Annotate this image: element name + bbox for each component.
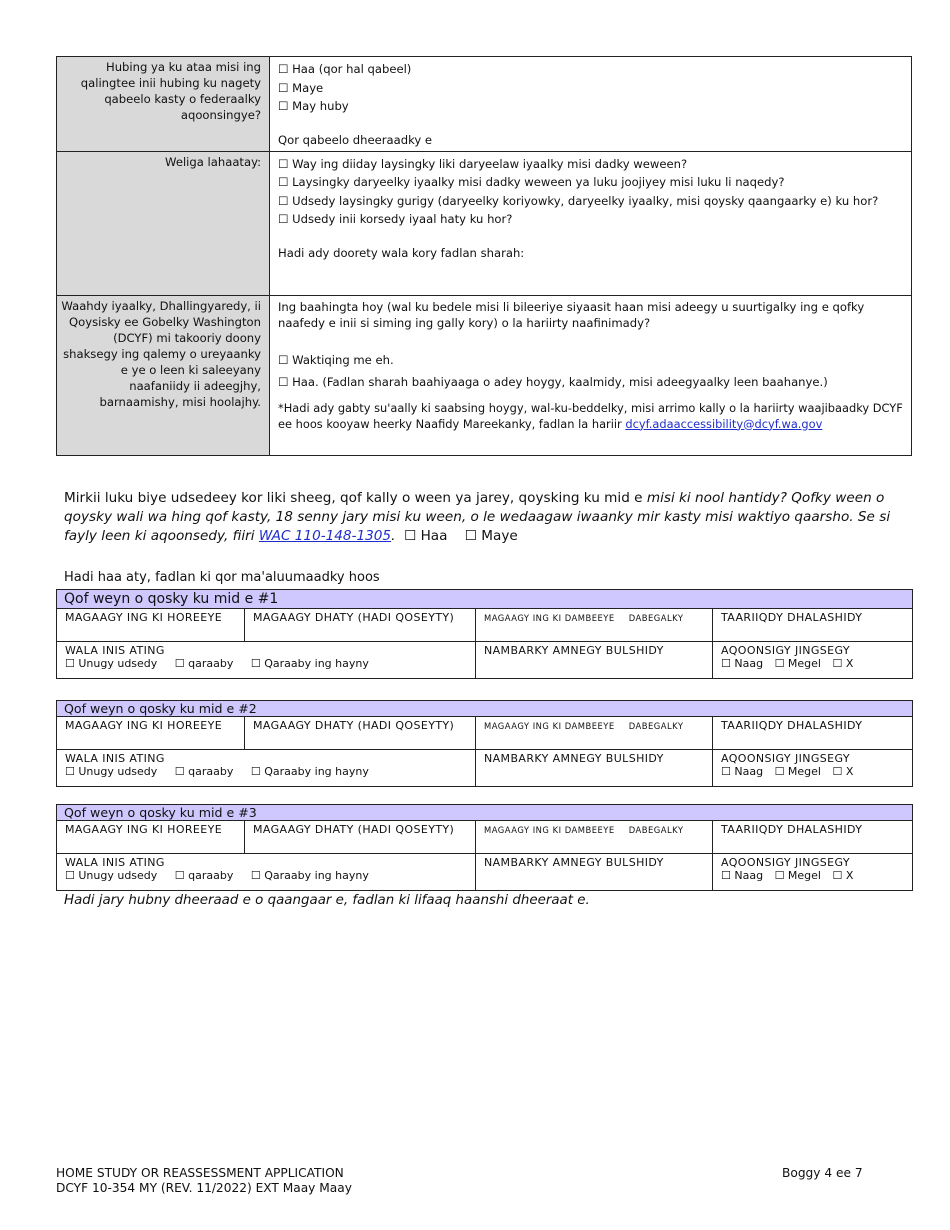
gender-option-female[interactable]: ☐ Naag xyxy=(721,869,764,882)
person-table-3 xyxy=(56,804,913,891)
closing-instruction: Hadi jary hubny dheeraad e o qaangaar e, fadlan ki lifaaq haanshi dheeraat e. xyxy=(64,893,590,908)
form-footer xyxy=(56,1166,352,1196)
q3-question: Ing baahingta hoy (wal ku bedele misi li bileeriye siyaasit haan misi adeegy u suurtigalky ing e qofky naafedy e inii si siming ing gally kory) o la hariirty naafinimady? xyxy=(278,299,865,330)
middle-name-field[interactable]: MAGAAGY DHATY (HADI QOSEYTY) xyxy=(245,717,476,750)
household-question: Mirkii luku biye udsedeey kor liki sheeg, qof kally o ween ya jarey, qoysking ku mid e misi ki nool hantidy? Qofky ween o qoysky wali wa hing qof kasty, 18 senny jary misi ku ween, o le wedaagaw iwaanky mir kasty misi waktiyo qaarsho. Se si fayly leen ki aqoonsedy, fiiri WAC 110-148-1305. ☐ Haa ☐ Maye xyxy=(64,490,891,545)
ssn-field[interactable]: NAMBARKY AMNEGY BULSHIDY xyxy=(476,642,713,679)
person-header: Qof weyn o qosky ku mid e #2 xyxy=(57,701,913,717)
marital-status-field: WALA INIS ATING ☐ Unugy udsedy ☐ qaraaby ☐ Qaraaby ing hayny xyxy=(57,854,476,891)
marital-option-partner[interactable]: ☐ Qaraaby ing hayny xyxy=(250,657,369,670)
marital-option-partner[interactable]: ☐ Qaraaby ing hayny xyxy=(250,869,369,882)
q3-option-no[interactable]: ☐ Waktiqing me eh. xyxy=(278,352,394,367)
checkbox-icon: ☐ xyxy=(278,375,289,389)
marital-option-married[interactable]: ☐ qaraaby xyxy=(174,657,234,670)
q3-option-yes[interactable]: ☐ Haa. (Fadlan sharah baahiyaaga o adey hoygy, kaalmidy, misi adeegyaalky leen baahanye.) xyxy=(278,375,828,389)
middle-name-field[interactable]: MAGAAGY DHATY (HADI QOSEYTY) xyxy=(245,821,476,854)
gender-option-x[interactable]: ☐ X xyxy=(832,657,854,670)
gender-option-male[interactable]: ☐ Megel xyxy=(774,657,821,670)
form-number: DCYF 10-354 MY (REV. 11/2022) EXT Maay Maay xyxy=(56,1181,352,1195)
checkbox-icon: ☐ xyxy=(278,80,289,95)
q3-answer xyxy=(270,295,912,455)
person-table-2 xyxy=(56,700,913,787)
person-header: Qof weyn o qosky ku mid e #1 xyxy=(57,590,913,609)
q3-note: *Hadi ady gabty su'aally ki saabsing hoygy, wal-ku-beddelky, misi arrimo kally o la hariirty waajibaadky DCYF ee hoos kooyaw heerky Naafidy Mareekanky, fadlan la hariir dcyf.adaaccessibility@dcyf.wa.gov xyxy=(278,400,903,431)
first-name-field[interactable]: MAGAAGY ING KI HOREEYE xyxy=(57,609,245,642)
checkbox-icon: ☐ xyxy=(278,156,289,171)
q2-option-4[interactable]: ☐ Udsedy inii korsedy iyaal haty ku hor? xyxy=(278,212,513,226)
q3-label: Waahdy iyaalky, Dhallingyaredy, ii Qoysisky ee Gobelky Washington (DCYF) mi takooriy doony shaksegy ing qalemy o ureyaanky e ye o leen ki saleeyany naafaniidy ii adeegjhy, barnaamishy, misi hoolajhy. xyxy=(57,295,270,455)
page-number: Boggy 4 ee 7 xyxy=(782,1166,863,1180)
marital-option-single[interactable]: ☐ Unugy udsedy xyxy=(65,869,158,882)
q1-option-no[interactable]: ☐ Maye xyxy=(278,80,324,95)
gender-option-female[interactable]: ☐ Naag xyxy=(721,657,764,670)
checkbox-icon: ☐ xyxy=(278,352,289,367)
gender-option-male[interactable]: ☐ Megel xyxy=(774,765,821,778)
person-header: Qof weyn o qosky ku mid e #3 xyxy=(57,805,913,821)
middle-name-field[interactable]: MAGAAGY DHATY (HADI QOSEYTY) xyxy=(245,609,476,642)
wac-link[interactable]: WAC 110-148-1305 xyxy=(258,528,392,545)
gender-option-x[interactable]: ☐ X xyxy=(832,765,854,778)
checkbox-icon: ☐ xyxy=(404,528,417,545)
dob-field[interactable]: TAARIIQDY DHALASHIDY xyxy=(713,821,913,854)
last-name-field[interactable]: MAGAAGY ING KI DAMBEEYE DABEGALKY xyxy=(476,609,713,642)
q2-note: Hadi ady doorety wala kory fadlan sharah: xyxy=(278,245,525,260)
gender-option-x[interactable]: ☐ X xyxy=(832,869,854,882)
first-name-field[interactable]: MAGAAGY ING KI HOREEYE xyxy=(57,717,245,750)
marital-option-married[interactable]: ☐ qaraaby xyxy=(174,869,234,882)
q1-note: Qor qabeelo dheeraadky e xyxy=(278,132,433,147)
q1-answer xyxy=(270,57,912,152)
dob-field[interactable]: TAARIIQDY DHALASHIDY xyxy=(713,717,913,750)
marital-option-single[interactable]: ☐ Unugy udsedy xyxy=(65,657,158,670)
person-table-1 xyxy=(56,589,913,679)
ada-email-link[interactable]: dcyf.adaaccessibility@dcyf.wa.gov xyxy=(625,416,823,431)
checkbox-icon: ☐ xyxy=(464,528,477,545)
marital-option-married[interactable]: ☐ qaraaby xyxy=(174,765,234,778)
gender-option-male[interactable]: ☐ Megel xyxy=(774,869,821,882)
last-name-field[interactable]: MAGAAGY ING KI DAMBEEYE DABEGALKY xyxy=(476,717,713,750)
questions-table xyxy=(56,56,912,456)
household-no[interactable]: ☐ Maye xyxy=(464,528,518,545)
last-name-field[interactable]: MAGAAGY ING KI DAMBEEYE DABEGALKY xyxy=(476,821,713,854)
first-name-field[interactable]: MAGAAGY ING KI HOREEYE xyxy=(57,821,245,854)
marital-status-field: WALA INIS ATING ☐ Unugy udsedy ☐ qaraaby ☐ Qaraaby ing hayny xyxy=(57,642,476,679)
ssn-field[interactable]: NAMBARKY AMNEGY BULSHIDY xyxy=(476,750,713,787)
checkbox-icon: ☐ xyxy=(278,62,289,76)
q2-label: Weliga lahaatay: xyxy=(57,151,270,295)
q1-option-unsure[interactable]: ☐ May huby xyxy=(278,99,349,113)
gender-field: AQOONSIGY JINGSEGY ☐ Naag ☐ Megel ☐ X xyxy=(713,854,913,891)
checkbox-icon: ☐ xyxy=(278,175,289,189)
q2-option-2[interactable]: ☐ Laysingky daryeelky iyaalky misi dadky weween ya luku joojiyey misi luku li naqedy? xyxy=(278,175,785,189)
household-yes[interactable]: ☐ Haa xyxy=(404,528,448,545)
gender-option-female[interactable]: ☐ Naag xyxy=(721,765,764,778)
q1-option-yes[interactable]: ☐ Haa (qor hal qabeel) xyxy=(278,62,412,76)
q2-answer xyxy=(270,151,912,295)
gender-field: AQOONSIGY JINGSEGY ☐ Naag ☐ Megel ☐ X xyxy=(713,750,913,787)
marital-option-single[interactable]: ☐ Unugy udsedy xyxy=(65,765,158,778)
marital-option-partner[interactable]: ☐ Qaraaby ing hayny xyxy=(250,765,369,778)
q2-option-1[interactable]: ☐ Way ing diiday laysingky liki daryeelaw iyaalky misi dadky weween? xyxy=(278,156,688,171)
checkbox-icon: ☐ xyxy=(278,212,289,226)
dob-field[interactable]: TAARIIQDY DHALASHIDY xyxy=(713,609,913,642)
household-list-label: Hadi haa aty, fadlan ki qor ma'aluumaadky hoos xyxy=(64,570,380,585)
q2-option-3[interactable]: ☐ Udsedy laysingky gurigy (daryeelky koriyowky, daryeelky iyaalky, misi qoysky qaangaarky e) ku hor? xyxy=(278,193,879,208)
form-title: HOME STUDY OR REASSESSMENT APPLICATION xyxy=(56,1166,344,1180)
ssn-field[interactable]: NAMBARKY AMNEGY BULSHIDY xyxy=(476,854,713,891)
gender-field: AQOONSIGY JINGSEGY ☐ Naag ☐ Megel ☐ X xyxy=(713,642,913,679)
checkbox-icon: ☐ xyxy=(278,99,289,113)
checkbox-icon: ☐ xyxy=(278,193,289,208)
marital-status-field: WALA INIS ATING ☐ Unugy udsedy ☐ qaraaby ☐ Qaraaby ing hayny xyxy=(57,750,476,787)
q1-label: Hubing ya ku ataa misi ing qalingtee inii hubing ku nagety qabeelo kasty o federaalky aqoonsingye? xyxy=(57,57,270,152)
